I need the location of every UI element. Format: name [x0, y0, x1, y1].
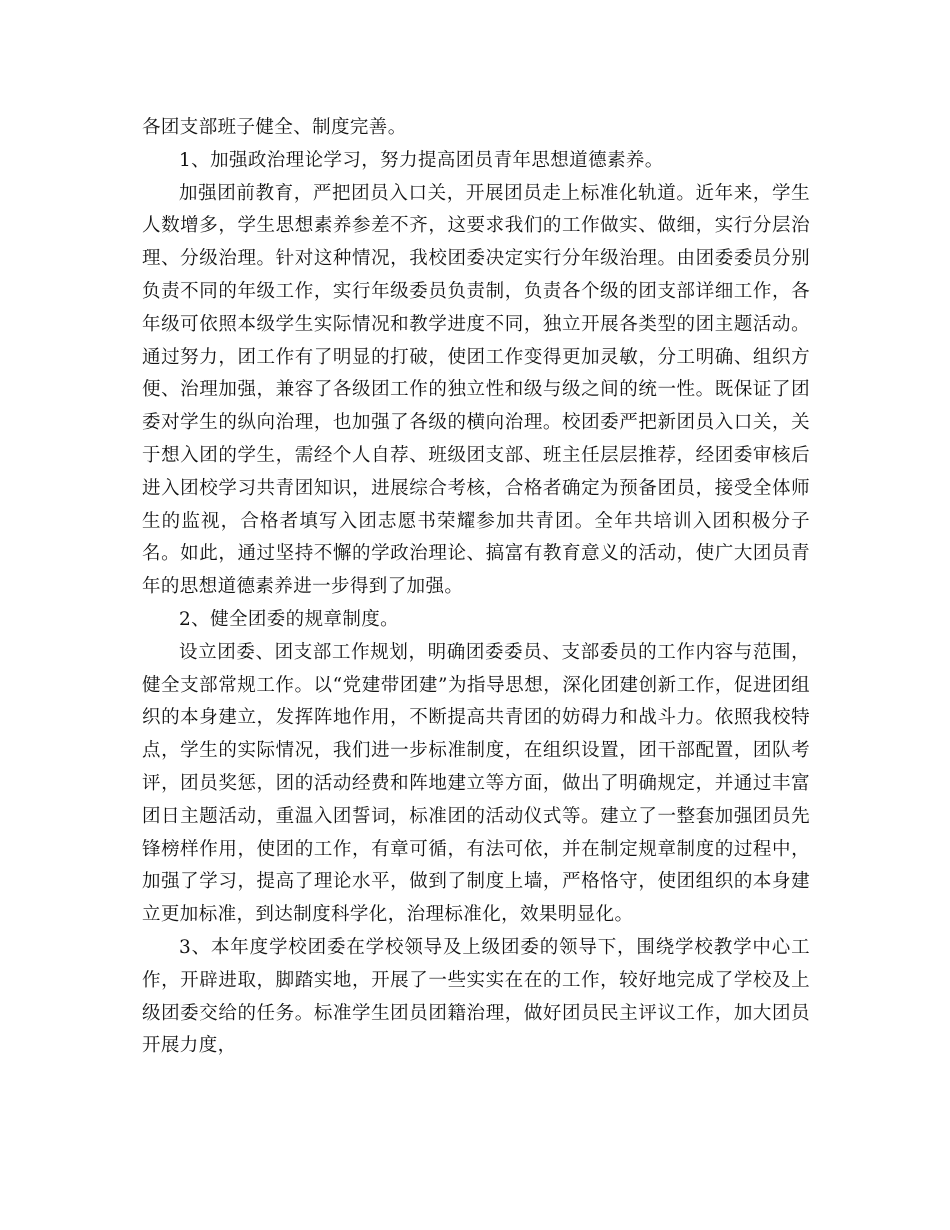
paragraph-5: 3、本年度学校团委在学校领导及上级团委的领导下，围绕学校教学中心工作，开辟进取，脚踏实地，开展了一些实实在在的工作，较好地完成了学校及上级团委交给的任务。标准学生团员团籍治理，做好团员民主评议工作，加大团员开展力度，: [142, 936, 810, 1057]
paragraph-4: 设立团委、团支部工作规划，明确团委委员、支部委员的工作内容与范围，健全支部常规工作。以“党建带团建”为指导思想，深化团建创新工作，促进团组织的本身建立，发挥阵地作用，不断提高共青团的妨碍力和战斗力。依照我校特点，学生的实际情况，我们进一步标准制度，在组织设置，团干部配置，团队考评，团员奖惩，团的活动经费和阵地建立等方面，做出了明确规定，并通过丰富团日主题活动，重温入团誓词，标准团的活动仪式等。建立了一整套加强团员先锋榜样作用，使团的工作，有章可循，有法可依，并在制定规章制度的过程中，加强了学习，提高了理论水平，做到了制度上墙，严格恪守，使团组织的本身建立更加标准，到达制度科学化，治理标准化，效果明显化。: [142, 641, 810, 926]
heading-item-2: 2、健全团委的规章制度。: [179, 608, 400, 630]
paragraph-0: 各团支部班子健全、制度完善。: [142, 117, 407, 138]
heading-item-1: 1、加强政治理论学习，努力提高团员青年思想道德素养。: [179, 149, 664, 171]
paragraph-2: 加强团前教育，严把团员入口关，开展团员走上标准化轨道。近年来，学生人数增多，学生思想素养参差不齐，这要求我们的工作做实、做细，实行分层治理、分级治理。针对这种情况，我校团委决定实行分年级治理。由团委委员分别负责不同的年级工作，实行年级委员负责制，负责各个级的团支部详细工作，各年级可依照本级学生实际情况和教学进度不同，独立开展各类型的团主题活动。通过努力，团工作有了明显的打破，使团工作变得更加灵敏，分工明确、组织方便、治理加强，兼容了各级团工作的独立性和级与级之间的统一性。既保证了团委对学生的纵向治理，也加强了各级的横向治理。校团委严把新团员入口关，关于想入团的学生，需经个人自荐、班级团支部、班主任层层推荐，经团委审核后进入团校学习共青团知识，进展综合考核，合格者确定为预备团员，接受全体师生的监视，合格者填写入团志愿书荣耀参加共青团。全年共培训入团积极分子名。如此，通过坚持不懈的学政治理论、搞富有教育意义的活动，使广大团员青年的思想道德素养进一步得到了加强。: [142, 182, 810, 598]
document-body: [142, 112, 810, 1063]
